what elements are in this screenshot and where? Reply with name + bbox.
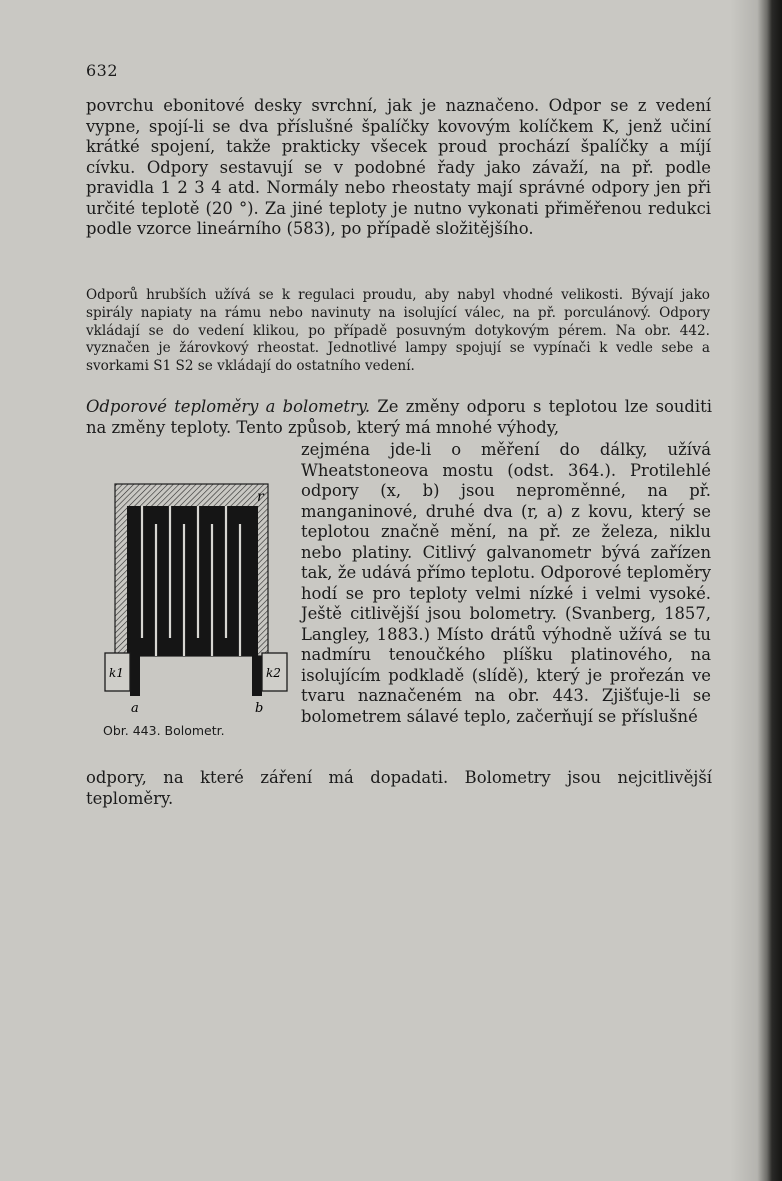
label-b: b — [255, 701, 264, 716]
section-heading: Odporové teploměry a bolometry. — [86, 397, 371, 416]
bolometer-figure — [100, 478, 292, 718]
book-binding-edge — [757, 0, 782, 1181]
label-r: r — [257, 489, 264, 505]
paragraph-thermometers-intro — [86, 397, 712, 438]
paragraph-thermometers-start: Ze změny odporu s teplotou lze souditi na změny teploty. Tento způsob, který má mnohé výhody, — [86, 397, 712, 437]
platinum-foil-grid — [127, 506, 258, 656]
page-shadow — [730, 0, 757, 1181]
paragraph-rheostats: Odporů hrubších užívá se k regulaci proudu, aby nabyl vhodné velikosti. Bývají jako spirály napiaty na rámu nebo navinuty na isolující válec, na př. porculánový. Odpory vkládají se do vedení klikou, po případě posuvným dotykovým pérem. Na obr. 442. vyznačen je žárovkový rheostat. Jednotlivé lampy spojují se vypínači k vedle sebe a svorkami S1 S2 se vkládají do ostatního vedení. — [86, 287, 710, 375]
label-k1: k1 — [109, 666, 124, 680]
paragraph-thermometers-end: odpory, na které záření má dopadati. Bolometry jsou nejcitlivější teploměry. — [86, 768, 712, 808]
right-lead — [252, 656, 262, 696]
paragraph-thermometers-wrap: zejména jde-li o měření do dálky, užívá Wheatstoneova mostu (odst. 364.). Protilehlé odpory (x, b) jsou neproměnné, na př. manganinové, druhé dva (r, a) z kovu, který se teplotou značně mění, na př. ze železa, niklu nebo platiny. Citlivý galvanometr bývá zařízen tak, že udává přímo teplotu. Odporové teploměry hodí se pro teploty velmi nízké i velmi vysoké. Ještě citlivější jsou bolometry. (Svanberg, 1857, Langley, 1883.) Místo drátů výhodně užívá se tu nadmíru tenoučkého plíšku platinového, na isolujícím podkladě (slídě), který je prořezán ve tvaru naznačeném na obr. 443. Zjišťuje-li se bolometrem sálavé teplo, začerňují se příslušné — [301, 440, 711, 726]
label-a: a — [131, 701, 139, 716]
figure-caption: Obr. 443. Bolometr. — [103, 723, 225, 738]
label-k2: k2 — [266, 666, 281, 680]
left-lead — [130, 656, 140, 696]
paragraph-resistors: povrchu ebonitové desky svrchní, jak je naznačeno. Odpor se z vedení vypne, spojí-li se dva příslušné špalíčky kovovým kolíčkem K, jenž učiní krátké spojení, takže prakticky všecek proud prochází špalíčky a míjí cívku. Odpory sestavují se v podobné řady jako závaží, na př. podle pravidla 1 2 3 4 atd. Normály nebo rheostaty mají správné odpory jen při určité teplotě (20 °). Za jiné teploty je nutno vykonati přiměřenou redukci podle vzorce lineárního (583), po případě složitějšího. — [86, 96, 711, 238]
page-number: 632 — [86, 61, 119, 80]
